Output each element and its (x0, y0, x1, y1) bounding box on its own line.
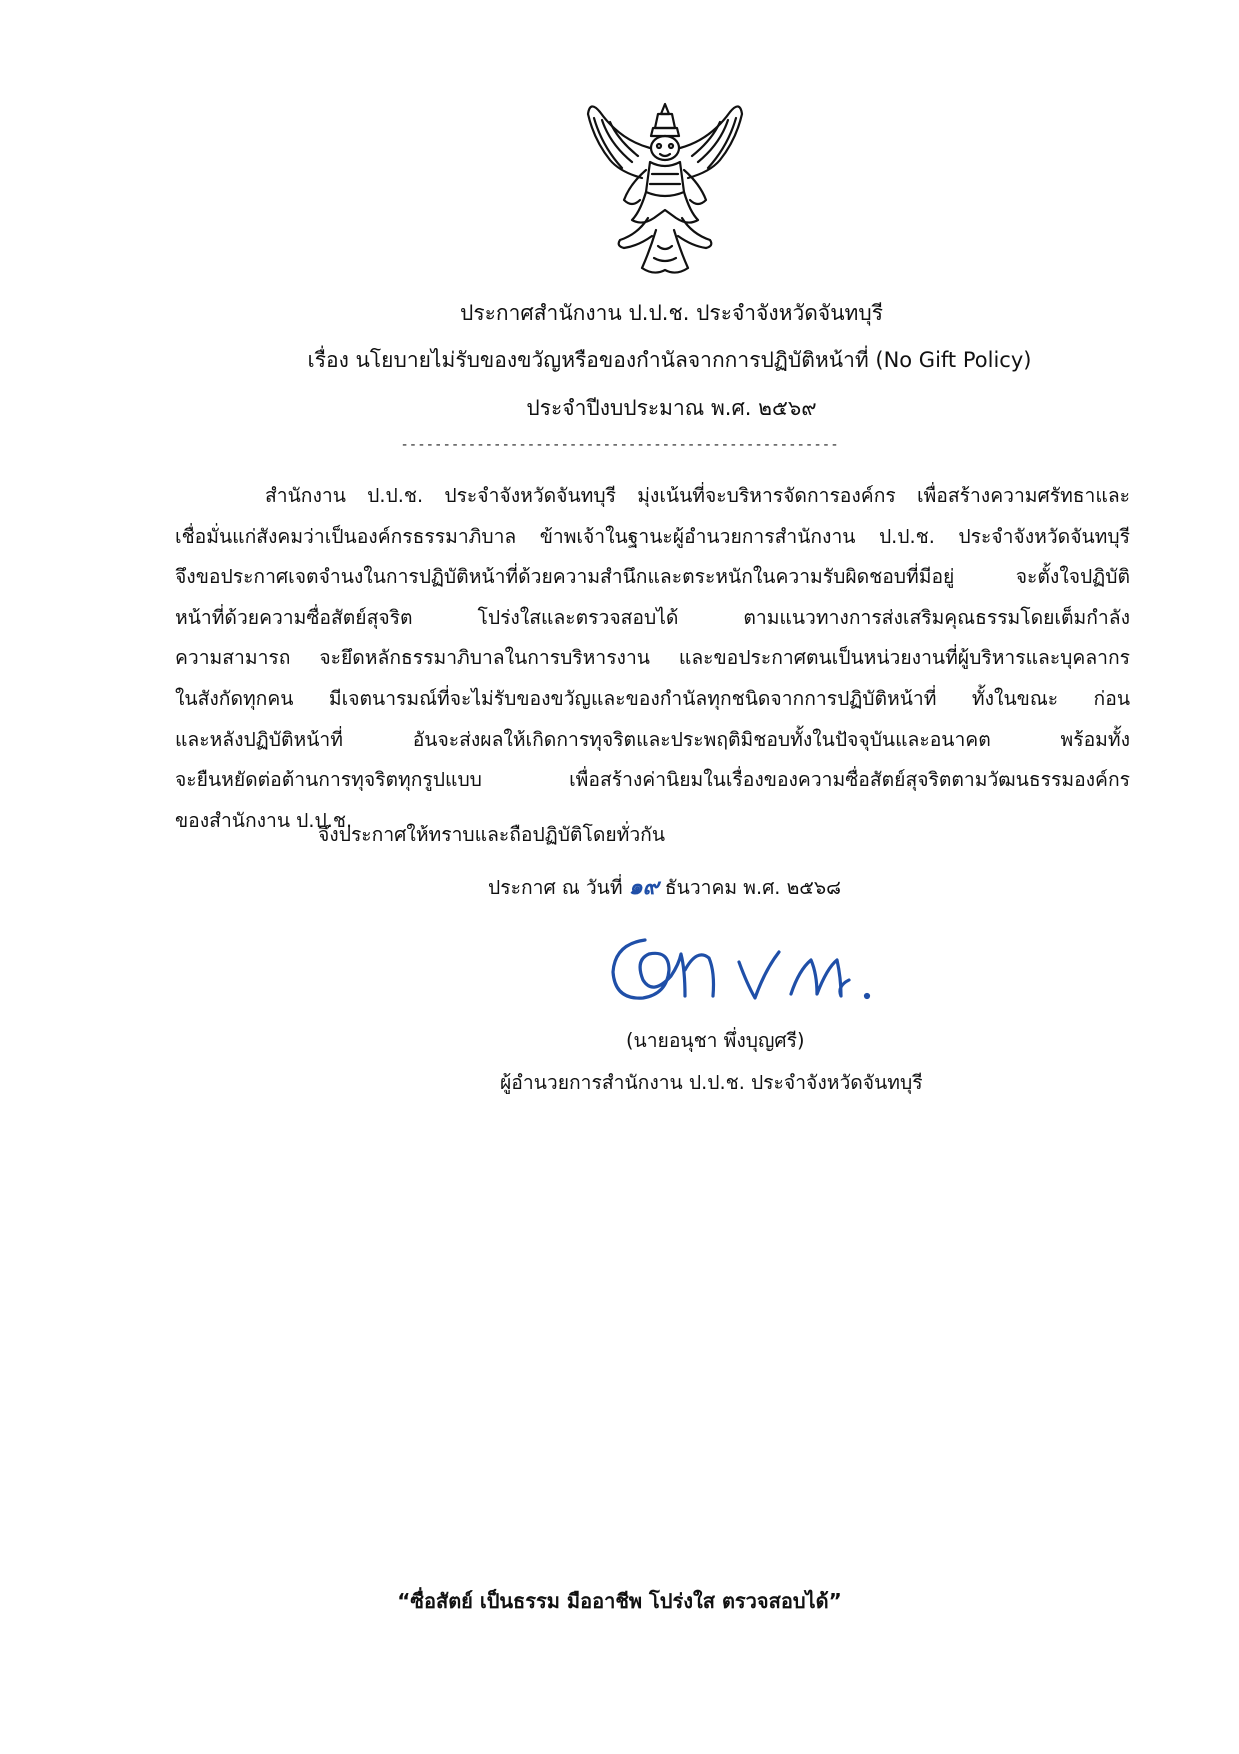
body-line: และหลังปฏิบัติหน้าที่ อันจะส่งผลให้เกิดการทุจริตและประพฤติมิชอบทั้งในปัจจุบันและอนาคต พร้อมทั้ง (175, 727, 1130, 751)
body-line: จะยืนหยัดต่อต้านการทุจริตทุกรูปแบบ เพื่อสร้างค่านิยมในเรื่องของความซื่อสัตย์สุจริตตามวัฒนธรรมองค์กร (175, 768, 1130, 792)
announcement-subject: เรื่อง นโยบายไม่รับของขวัญหรือของกำนัลจากการปฏิบัติหน้าที่ (No Gift Policy) (307, 348, 1032, 372)
fiscal-year-line: ประจำปีงบประมาณ พ.ศ. ๒๕๖๙ (526, 396, 817, 420)
body-line: ของสำนักงาน ป.ป.ช. (175, 808, 353, 832)
closing-statement: จึงประกาศให้ทราบและถือปฏิบัติโดยทั่วกัน (318, 823, 666, 846)
body-line: สำนักงาน ป.ป.ช. ประจำจังหวัดจันทบุรี มุ่งเน้นที่จะบริหารจัดการองค์กร เพื่อสร้างความศรัทธาและ (265, 484, 1130, 507)
announcement-body (175, 476, 1130, 841)
body-line: จึงขอประกาศเจตจำนงในการปฏิบัติหน้าที่ด้วยความสำนึกและตระหนักในความรับผิดชอบที่มีอยู่ จะตั้งใจปฏิบัติ (175, 565, 1130, 589)
body-line: หน้าที่ด้วยความซื่อสัตย์สุจริต โปร่งใสและตรวจสอบได้ ตามแนวทางการส่งเสริมคุณธรรมโดยเต็มกำลัง (175, 605, 1130, 629)
signer-title: ผู้อำนวยการสำนักงาน ป.ป.ช. ประจำจังหวัดจันทบุรี (500, 1071, 923, 1094)
date-day: ๑๙ (628, 875, 659, 900)
body-line: ความสามารถ จะยึดหลักธรรมาภิบาลในการบริหารงาน และขอประกาศตนเป็นหน่วยงานที่ผู้บริหารและบุคลากร (175, 646, 1130, 670)
header-separator: ---------------------------------------------------- (400, 437, 839, 453)
date-prefix: ประกาศ ณ วันที่ (488, 876, 629, 899)
body-line: ในสังกัดทุกคน มีเจตนารมณ์ที่จะไม่รับของขวัญและของกำนัลทุกชนิดจากการปฏิบัติหน้าที่ ทั้งในขณะ ก่อน (175, 686, 1130, 710)
handwritten-signature (605, 930, 880, 1010)
footer-slogan: “ซื่อสัตย์ เป็นธรรม มืออาชีพ โปร่งใส ตรวจสอบได้” (397, 1589, 842, 1613)
announcement-heading: ประกาศสำนักงาน ป.ป.ช. ประจำจังหวัดจันทบุรี (459, 301, 884, 325)
date-suffix: ธันวาคม พ.ศ. ๒๕๖๘ (658, 876, 841, 899)
announcement-date (488, 873, 841, 903)
garuda-emblem-icon (580, 100, 750, 278)
body-line: เชื่อมั่นแก่สังคมว่าเป็นองค์กรธรรมาภิบาล ข้าพเจ้าในฐานะผู้อำนวยการสำนักงาน ป.ป.ช. ประจำจังหวัดจันทบุรี (175, 524, 1130, 548)
signer-name: (นายอนุชา พึ่งบุญศรี) (626, 1029, 805, 1052)
